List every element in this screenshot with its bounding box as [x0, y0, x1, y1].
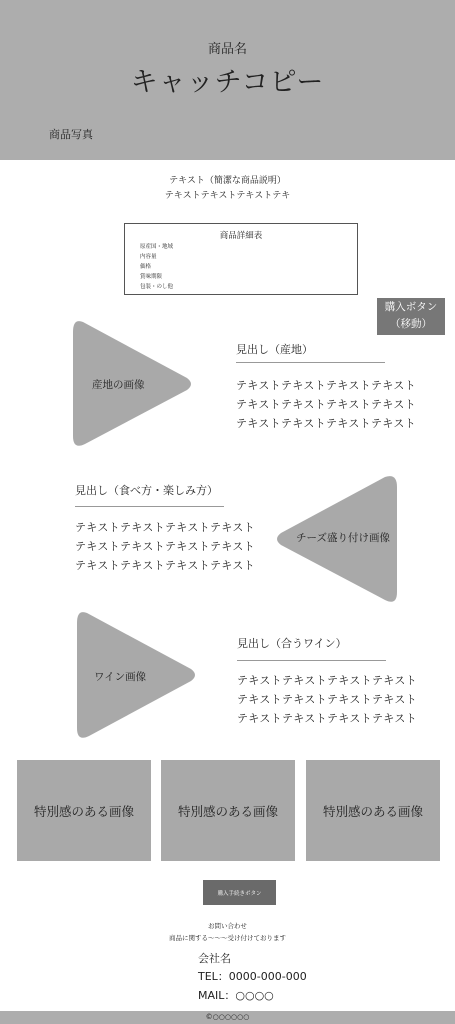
- wine-text-line-3: テキストテキストテキストテキスト: [237, 712, 417, 725]
- detail-item-origin: 原産国・地域: [140, 244, 174, 250]
- wine-heading-divider: [237, 660, 386, 661]
- enjoy-text-line-2: テキストテキストテキストテキスト: [75, 540, 255, 553]
- wine-heading: 見出し（合うワイン）: [237, 637, 347, 650]
- buy-button[interactable]: [377, 298, 445, 335]
- contact-title: お問い合わせ: [208, 922, 247, 930]
- description-line-1: テキスト（簡潔な商品説明）: [169, 176, 286, 186]
- enjoy-text-line-3: テキストテキストテキストテキスト: [75, 559, 255, 572]
- footer-copyright: ©○○○○○○: [0, 1011, 455, 1024]
- description-line-2: テキストテキストテキストテキ: [164, 191, 291, 201]
- product-photo-label: 商品写真: [49, 128, 93, 141]
- wine-image-label: ワイン画像: [94, 671, 147, 683]
- enjoy-heading: 見出し（食べ方・楽しみ方）: [75, 484, 218, 497]
- origin-image-label: 産地の画像: [92, 379, 145, 391]
- catch-copy: キャッチコピー: [130, 67, 325, 98]
- detail-table-title: 商品詳細表: [219, 231, 263, 241]
- special-image-1: 特別感のある画像: [17, 760, 151, 861]
- checkout-button[interactable]: 購入手続きボタン: [203, 880, 276, 905]
- origin-heading-divider: [236, 362, 385, 363]
- origin-text-line-3: テキストテキストテキストテキスト: [236, 417, 416, 430]
- company-mail: MAIL：○○○○: [198, 989, 274, 1002]
- origin-text-line-2: テキストテキストテキストテキスト: [236, 398, 416, 411]
- detail-item-price: 価格: [140, 264, 152, 270]
- buy-button-sublabel: （移動）: [390, 318, 432, 330]
- special-image-3: 特別感のある画像: [306, 760, 440, 861]
- product-name: 商品名: [207, 42, 247, 57]
- origin-heading: 見出し（産地）: [236, 343, 313, 356]
- enjoy-text-line-1: テキストテキストテキストテキスト: [75, 521, 255, 534]
- special-image-2: 特別感のある画像: [161, 760, 295, 861]
- company-tel: TEL：0000-000-000: [198, 970, 307, 983]
- detail-item-expiry: 賞味期限: [140, 274, 163, 280]
- origin-text-line-1: テキストテキストテキストテキスト: [236, 379, 416, 392]
- detail-item-packaging: 包装・のし他: [140, 284, 174, 290]
- product-detail-table: [124, 223, 358, 295]
- enjoy-heading-divider: [75, 506, 224, 507]
- cheese-image-label: チーズ盛り付け画像: [296, 532, 390, 544]
- wine-text-line-2: テキストテキストテキストテキスト: [237, 693, 417, 706]
- company-name: 会社名: [198, 952, 231, 965]
- contact-note: 商品に関する〜〜〜受け付けております: [169, 934, 286, 942]
- wine-text-line-1: テキストテキストテキストテキスト: [237, 674, 417, 687]
- buy-button-label: 購入ボタン: [384, 301, 438, 313]
- detail-item-quantity: 内容量: [140, 254, 157, 260]
